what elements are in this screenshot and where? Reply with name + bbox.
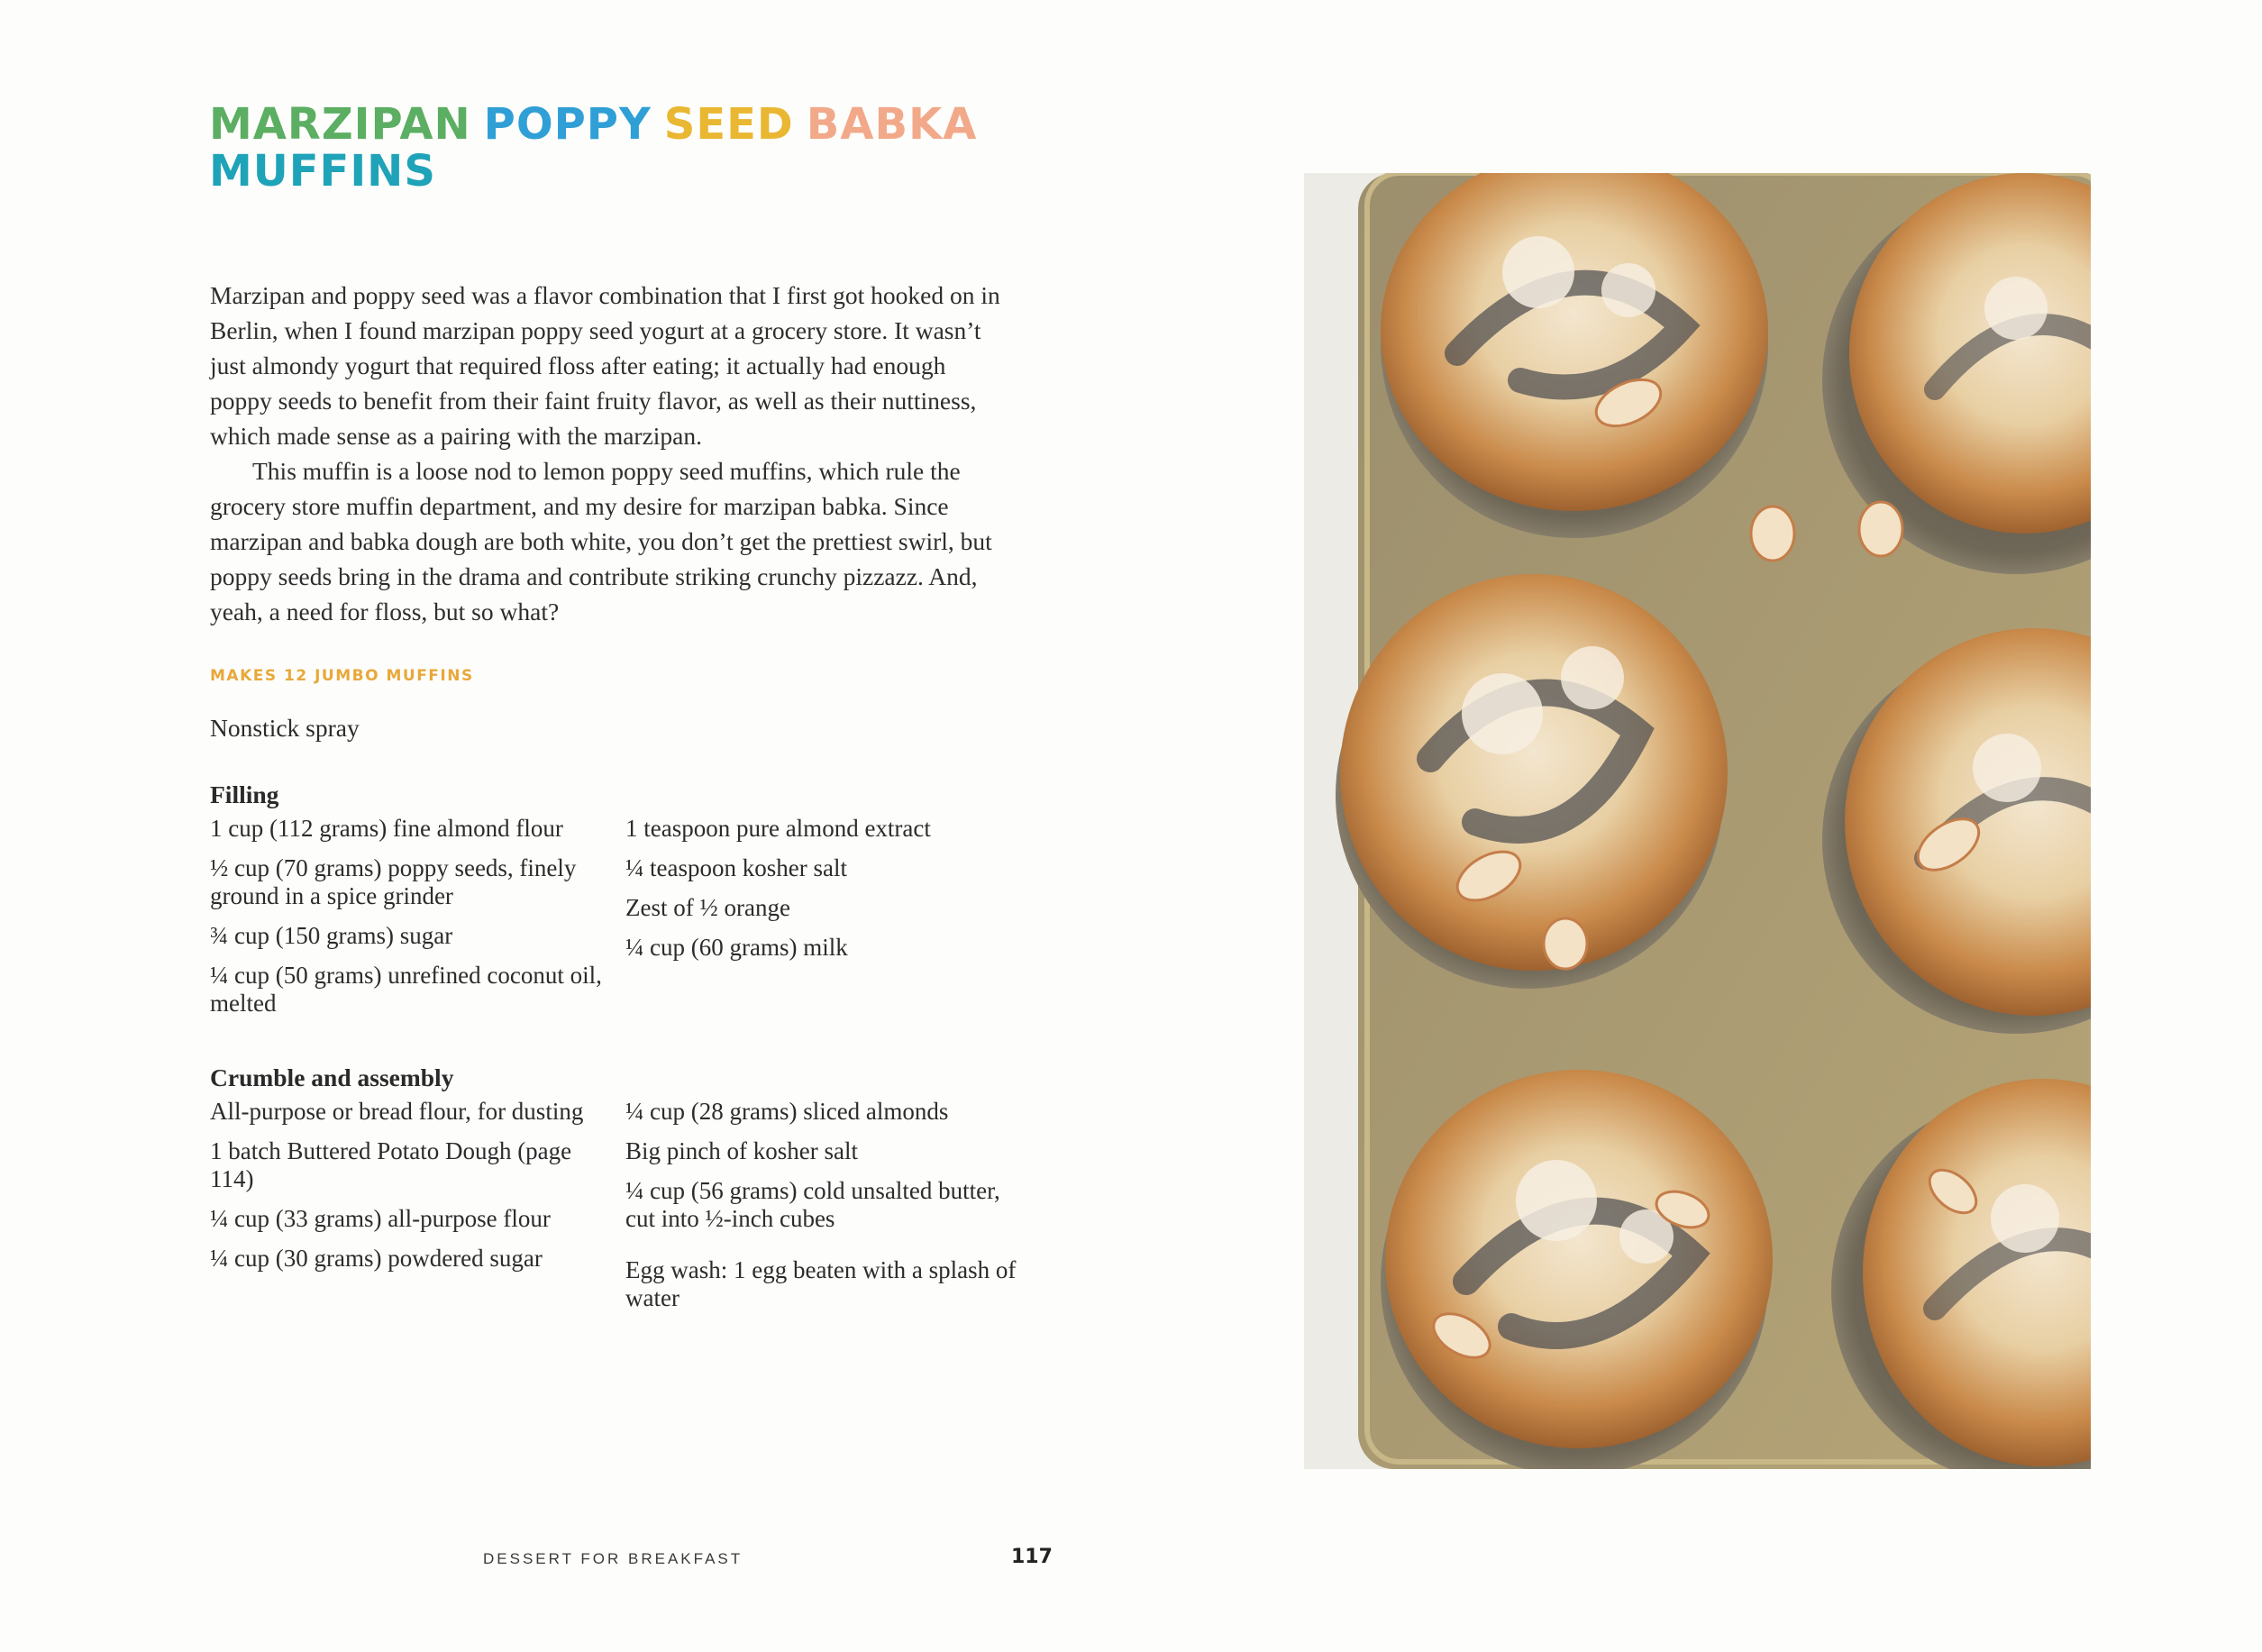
crumble-heading: Crumble and assembly: [210, 1063, 454, 1091]
title-line-1: [209, 101, 1020, 148]
running-footer: DESSERT FOR BREAKFAST: [483, 1550, 743, 1567]
yield-label: MAKES 12 JUMBO MUFFINS: [210, 667, 474, 685]
ingredient: ¼ cup (33 grams) all-purpose flour: [210, 1205, 551, 1232]
ingredient: Zest of ½ orange: [625, 894, 790, 921]
title-line-2: [209, 148, 1020, 195]
title-word: BABKA: [806, 99, 978, 150]
ingredient: ¼ teaspoon kosher salt: [625, 854, 847, 881]
ingredient: ¼ cup (50 grams) unrefined coconut oil, melted: [210, 962, 602, 1017]
intro-paragraph-1: Marzipan and poppy seed was a flavor combination that I first got hooked on in Berlin, when I found marzipan poppy seed yogurt at a grocery store. It wasn’t just almondy yogurt that required floss after eating; it actually had enough poppy seeds to benefit from their faint fruity flavor, as well as their nuttiness, which made sense as a pairing with the marzipan.: [210, 281, 1000, 450]
filling-right-column: [625, 815, 1022, 973]
ingredient: 1 teaspoon pure almond extract: [625, 815, 931, 842]
filling-heading: Filling: [210, 780, 279, 808]
muffin-photo: [1304, 173, 2091, 1469]
crumble-right-column: [625, 1098, 1022, 1324]
ingredient: 1 cup (112 grams) fine almond flour: [210, 815, 563, 842]
ingredient: ½ cup (70 grams) poppy seeds, finely ground in a spice grinder: [210, 854, 577, 909]
muffins: [1340, 173, 2091, 1466]
ingredient: Egg wash: 1 egg beaten with a splash of water: [625, 1256, 1017, 1311]
ingredient: ¼ cup (60 grams) milk: [625, 934, 848, 961]
intro-paragraph-2: This muffin is a loose nod to lemon poppy seed muffins, which rule the grocery store muffin department, and my desire for marzipan babka. Since marzipan and babka dough are both white, you don’t get the prettiest swirl, but poppy seeds bring in the drama and contribute striking crunchy pizzazz. And, yeah, a need for floss, but so what?: [210, 457, 992, 625]
ingredient: ¾ cup (150 grams) sugar: [210, 922, 453, 949]
ingredient: ¼ cup (30 grams) powdered sugar: [210, 1245, 543, 1272]
ingredient: ¼ cup (56 grams) cold unsalted butter, cut into ½-inch cubes: [625, 1177, 1000, 1232]
title-word: MUFFINS: [209, 146, 436, 196]
ingredient: All-purpose or bread flour, for dusting: [210, 1098, 584, 1125]
ingredient: 1 batch Buttered Potato Dough (page 114): [210, 1137, 572, 1192]
nonstick-ingredient: Nonstick spray: [210, 714, 360, 742]
filling-left-column: [210, 815, 607, 1029]
title-word: POPPY: [483, 99, 652, 150]
crumble-left-column: [210, 1098, 607, 1284]
title-word: SEED: [663, 99, 794, 150]
recipe-intro: [210, 278, 1003, 629]
title-word: MARZIPAN: [209, 99, 471, 150]
recipe-title: [209, 101, 1020, 195]
page-number: 117: [1011, 1546, 1053, 1568]
muffin-tin-illustration: [1304, 173, 2091, 1469]
ingredient: ¼ cup (28 grams) sliced almonds: [625, 1098, 949, 1125]
ingredient: Big pinch of kosher salt: [625, 1137, 858, 1164]
